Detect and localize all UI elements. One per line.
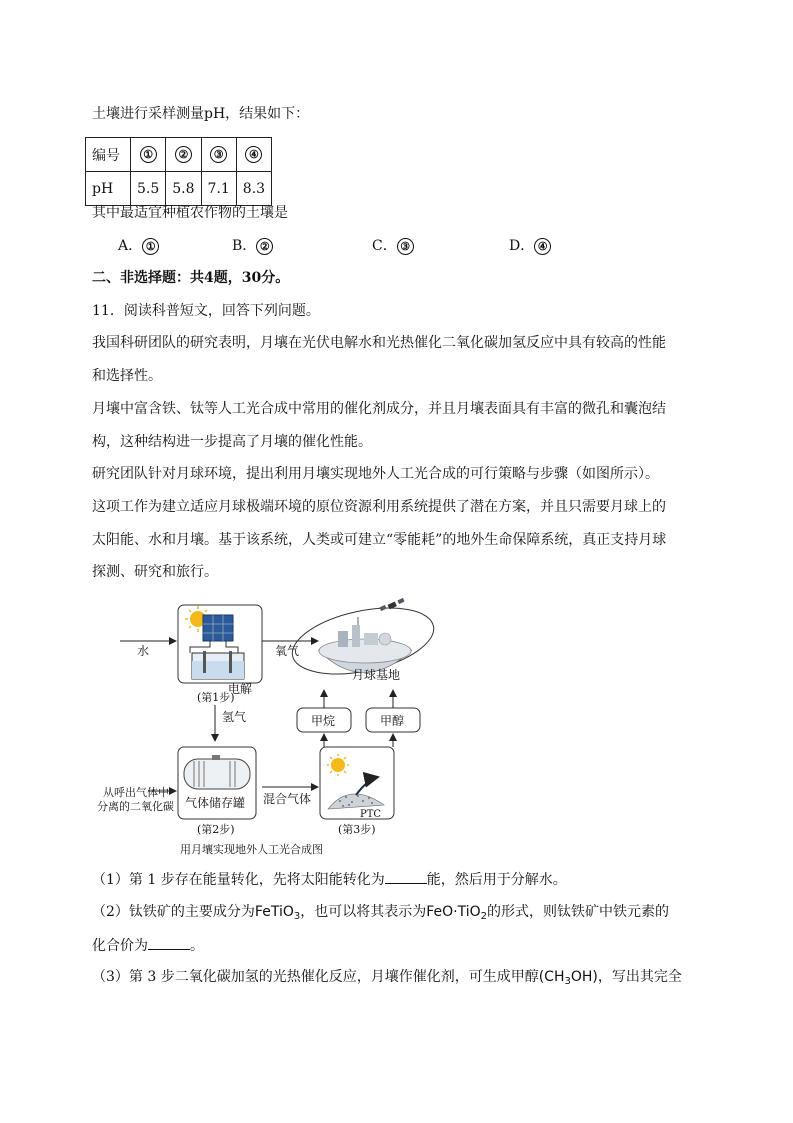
gas-tank-icon [184,755,250,789]
question-stem: 其中最适宜种植农作物的土壤是 [92,205,288,221]
satellite-icon [379,598,404,611]
photosynthesis-diagram [0,595,793,860]
diagram-caption: 用月壤实现地外人工光合成图 [180,843,323,856]
paragraph-line: 研究团队针对月球环境，提出利用月壤实现地外人工光合成的可行策略与步骤（如图所示）。 [92,466,659,482]
formula-methanol: $(CH_3OH)$ [538,969,598,987]
paragraph-line: 月壤中富含铁、钛等人工光合成中常用的催化剂成分，并且月壤表面具有丰富的微孔和囊泡结 [92,401,666,417]
table-cell: ① [131,138,166,172]
answer-blank[interactable] [385,869,427,884]
table-cell: ④ [236,138,271,172]
question-11-title: 11．阅读科普短文，回答下列问题。 [92,303,320,319]
electrolysis-label: 电解 [228,682,253,696]
storage-label: 气体储存罐 [185,796,246,810]
ph-table [85,137,272,206]
hydrogen-label: 氢气 [222,710,247,724]
methanol-label: 甲醇 [380,714,405,728]
option-b[interactable]: B． ② [232,236,273,256]
paragraph-line: 我国科研团队的研究表明，月壤在光伏电解水和光热催化二氧化碳加氢反应中具有较高的性能 [92,335,666,351]
paragraph-line: 探测、研究和旅行。 [92,564,218,580]
sub-question-3: （3）第 3 步二氧化碳加氢的光热催化反应，月壤作催化剂，可生成甲醇$(CH_3OH)$，写出其完全 [92,969,682,987]
table-row [86,138,272,172]
methane-label: 甲烷 [311,714,336,728]
option-a[interactable]: A． ① [118,236,159,256]
co2-source-line2: 分离的二氧化碳 [97,800,174,813]
sub-question-2: （2）钛铁矿的主要成分为FeTiO$_3$，也可以将其表示为FeO·TiO$_2$的形式，则钛铁矿中铁元素的 [92,904,670,922]
answer-blank[interactable] [148,935,190,950]
table-cell: 7.1 [201,172,236,206]
option-d[interactable]: D． ④ [509,236,551,256]
step2-label: (第2步) [197,823,235,836]
step3-label: (第3步) [338,823,376,836]
section-title: 二、非选择题：共4题，30分。 [92,270,290,286]
table-cell: ③ [201,138,236,172]
intro-line: 土壤进行采样测量pH，结果如下： [92,106,310,122]
sub-question-2-line2: 化合价为 。 [92,935,204,956]
paragraph-line: 太阳能、水和月壤。基于该系统，人类或可建立“零能耗”的地外生命保障系统，真正支持月球 [92,532,667,548]
table-cell: pH [86,172,131,206]
ptc-label: PTC [360,809,382,820]
sub-question-1: （1）第 1 步存在能量转化，先将太阳能转化为 能，然后用于分解水。 [92,869,567,890]
moon-base-label: 月球基地 [352,668,401,682]
table-cell: 5.8 [166,172,201,206]
table-cell: ② [166,138,201,172]
solar-panel-icon [203,615,233,641]
oxygen-label: 氧气 [275,644,300,658]
table-row [86,172,272,206]
paragraph-line: 构，这种结构进一步提高了月壤的催化性能。 [92,434,372,450]
formula-feo-tio2: FeO·TiO$_2$ [426,904,488,922]
table-cell: 5.5 [131,172,166,206]
table-cell: 8.3 [236,172,271,206]
water-label: 水 [137,644,150,658]
paragraph-line: 这项工作为建立适应月球极端环境的原位资源利用系统提供了潜在方案，并且只需要月球上的 [92,499,666,515]
table-cell: 编号 [86,138,131,172]
step1-label: (第1步) [197,691,235,704]
mixed-gas-label: 混合气体 [263,792,312,806]
formula-fetio3: FeTiO$_3$ [254,904,301,922]
paragraph-line: 和选择性。 [92,368,162,384]
option-c[interactable]: C． ③ [372,236,414,256]
co2-source-line1: 从呼出气体中 [103,786,169,799]
